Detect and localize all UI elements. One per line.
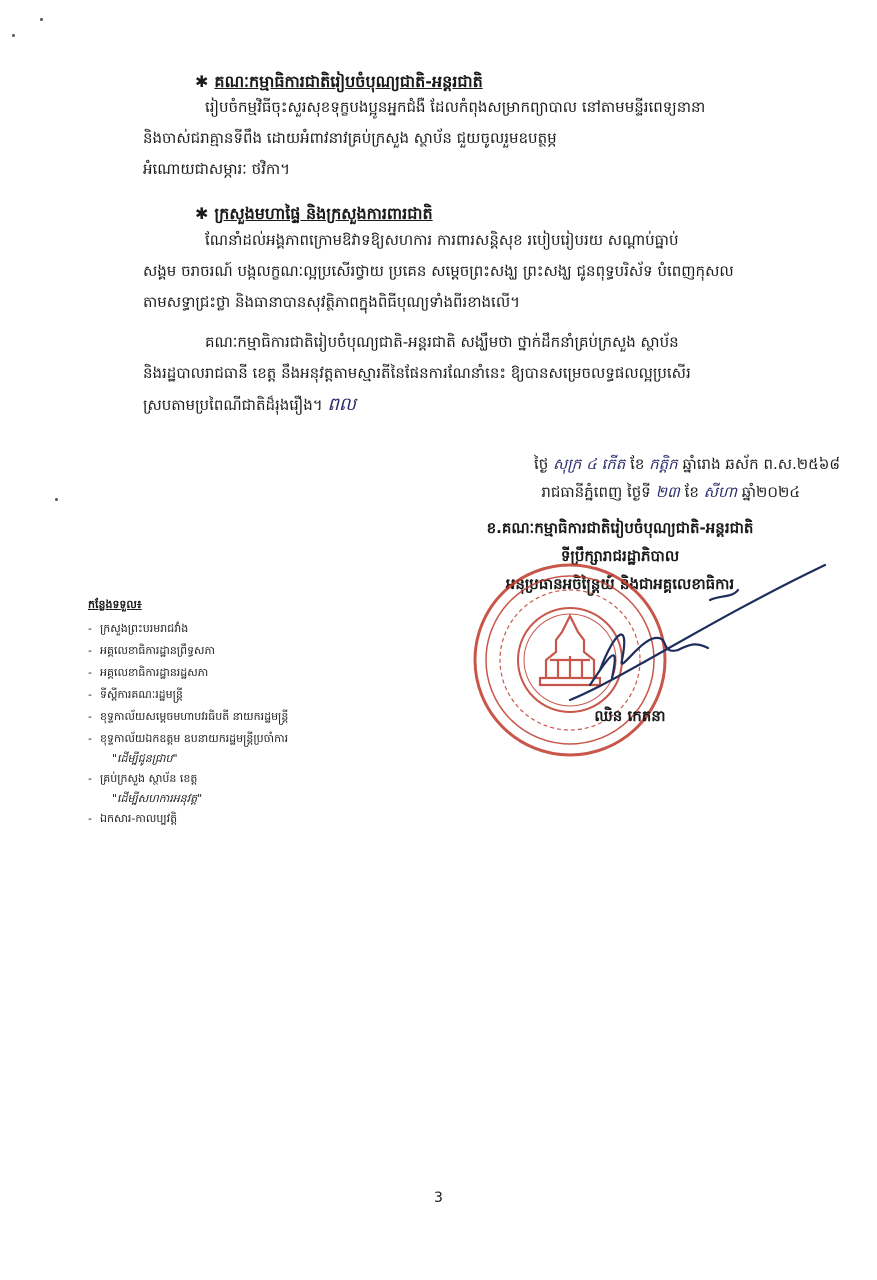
section-body-ministries	[143, 225, 833, 318]
asterisk-icon: ✱	[195, 204, 209, 223]
handwritten-day: សុក្រ	[553, 455, 582, 473]
body-line: រៀបចំកម្មវិធីចុះសួរសុខទុក្ខបងប្អូនអ្នកជំងឺ ដែលកំពុងសម្រាកព្យាបាល នៅតាមមន្ទីរពេទ្យនានា	[205, 98, 706, 116]
recipient-text: គ្រប់ក្រសួង ស្ថាប័ន ខេត្ត	[100, 772, 198, 785]
recipient-note: "ដើម្បីសហការអនុវត្ត"	[112, 792, 203, 805]
bullet-dash-icon: -	[88, 772, 92, 785]
signatory-name: ឈិន កេតនា	[594, 707, 666, 725]
recipient-items	[88, 618, 408, 830]
body-line: និងរដ្ឋបាលរាជធានី ខេត្ត នឹងអនុវត្តតាមស្មារតីនៃផែនការណែនាំនេះ ឱ្យបានសម្រេចលទ្ធផលល្អប្រសើរ	[143, 364, 691, 382]
recipient-item	[88, 706, 408, 728]
recipient-list-header: កន្លែងទទួល៖	[88, 598, 142, 611]
section-body-committee	[143, 92, 833, 185]
section-heading-committee: ✱ គណៈកម្មាធិការជាតិរៀបចំបុណ្យជាតិ-អន្តរជាតិ	[195, 72, 483, 91]
handwritten-solar-month: សីហា	[703, 483, 737, 501]
section-heading-ministries: ✱ ក្រសួងមហាផ្ទៃ និងក្រសួងការពារជាតិ	[195, 204, 433, 223]
recipient-text: ក្រសួងព្រះបរមរាជវាំង	[100, 622, 189, 635]
body-line: និងចាស់ជរាគ្មានទីពឹង ដោយអំពាវនាវគ្រប់ក្រសួង ស្ថាប័ន ជួយចូលរួមឧបត្ថម្ភ	[143, 129, 557, 147]
recipient-text: ខុទ្ទកាល័យឯកឧត្តម ឧបនាយករដ្ឋមន្ត្រីប្រចាំការ	[100, 732, 289, 745]
recipient-item	[88, 640, 408, 662]
asterisk-icon: ✱	[195, 72, 209, 91]
recipient-item	[88, 768, 408, 790]
body-line: អំណោយជាសម្ភារៈ ថវិកា។	[143, 160, 291, 178]
scan-speck	[12, 34, 15, 37]
recipient-item	[88, 684, 408, 706]
signatory-line: ទីប្រឹក្សារាជរដ្ឋាភិបាល	[560, 547, 680, 565]
signatory-line: ខ.គណៈកម្មាធិការជាតិរៀបចំបុណ្យជាតិ-អន្តរជាតិ	[486, 519, 754, 537]
recipient-list	[88, 598, 408, 830]
closing-paragraph	[143, 327, 833, 421]
handwritten-solar-day: ២៣	[655, 483, 680, 501]
bullet-dash-icon: -	[88, 688, 92, 701]
signatory-line: អនុប្រធានអចិន្ត្រៃយ៍ និងជាអគ្គលេខាធិការ	[505, 575, 735, 593]
recipient-item	[88, 662, 408, 684]
handwritten-lunar-phase: ៤ កើត	[586, 455, 626, 473]
body-line: ណែនាំដល់អង្គភាពក្រោមឱវាទឱ្យសហការ ការពារសន្តិសុខ របៀបរៀបរយ សណ្តាប់ធ្នាប់	[205, 231, 679, 249]
recipient-note: "ដើម្បីជូនជ្រាប"	[112, 752, 178, 765]
solar-date: រាជធានីភ្នំពេញ ថ្ងៃទី ២៣ ខែ សីហា ឆ្នាំ២០២៤	[541, 483, 800, 501]
recipient-text: អគ្គលេខាធិការដ្ឋានរដ្ឋសភា	[100, 666, 209, 679]
page-number: 3	[434, 1190, 443, 1206]
recipient-text: ឯកសារ-កាលប្បវត្តិ	[100, 812, 178, 825]
recipient-item	[88, 618, 408, 640]
scan-speck	[55, 498, 58, 501]
recipient-item	[88, 808, 408, 830]
body-line: សង្គម ចរាចរណ៍ បង្កលក្ខណៈល្អប្រសើរថ្វាយ ប្រគេន សម្តេចព្រះសង្ឃ ព្រះសង្ឃ ជូនពុទ្ធបរិស័ទ បំពេញកុសល	[143, 262, 734, 280]
handwritten-initials: ពល	[327, 394, 357, 415]
bullet-dash-icon: -	[88, 812, 92, 825]
bullet-dash-icon: -	[88, 732, 92, 745]
recipient-text: ខុទ្ទកាល័យសម្តេចមហាបវរធិបតី នាយករដ្ឋមន្ត្រី	[100, 710, 289, 723]
recipient-item	[88, 728, 408, 750]
body-line: តាមសទ្ធាជ្រះថ្លា និងធានាបានសុវត្ថិភាពក្នុងពិធីបុណ្យទាំងពីរខាងលើ។	[143, 293, 520, 311]
recipient-text: អគ្គលេខាធិការដ្ឋានព្រឹទ្ធសភា	[100, 644, 215, 657]
bullet-dash-icon: -	[88, 644, 92, 657]
recipient-text: ទីស្តីការគណៈរដ្ឋមន្ត្រី	[100, 688, 183, 701]
date-block	[420, 450, 840, 506]
scan-speck	[40, 18, 43, 21]
signature-icon	[560, 560, 830, 720]
lunar-date: ថ្ងៃ សុក្រ ៤ កើត ខែ កត្តិក ឆ្នាំរោង ឆស័ក ព.ស.២៥៦៨	[533, 455, 840, 473]
bullet-dash-icon: -	[88, 710, 92, 723]
handwritten-lunar-month: កត្តិក	[649, 455, 678, 473]
bullet-dash-icon: -	[88, 622, 92, 635]
bullet-dash-icon: -	[88, 666, 92, 679]
body-line: ស្របតាមប្រពៃណីជាតិដ៏រុងរឿង។ ពល	[143, 394, 357, 415]
body-line: គណៈកម្មាធិការជាតិរៀបចំបុណ្យជាតិ-អន្តរជាតិ សង្ឃឹមថា ថ្នាក់ដឹកនាំគ្រប់ក្រសួង ស្ថាប័ន	[205, 333, 679, 351]
